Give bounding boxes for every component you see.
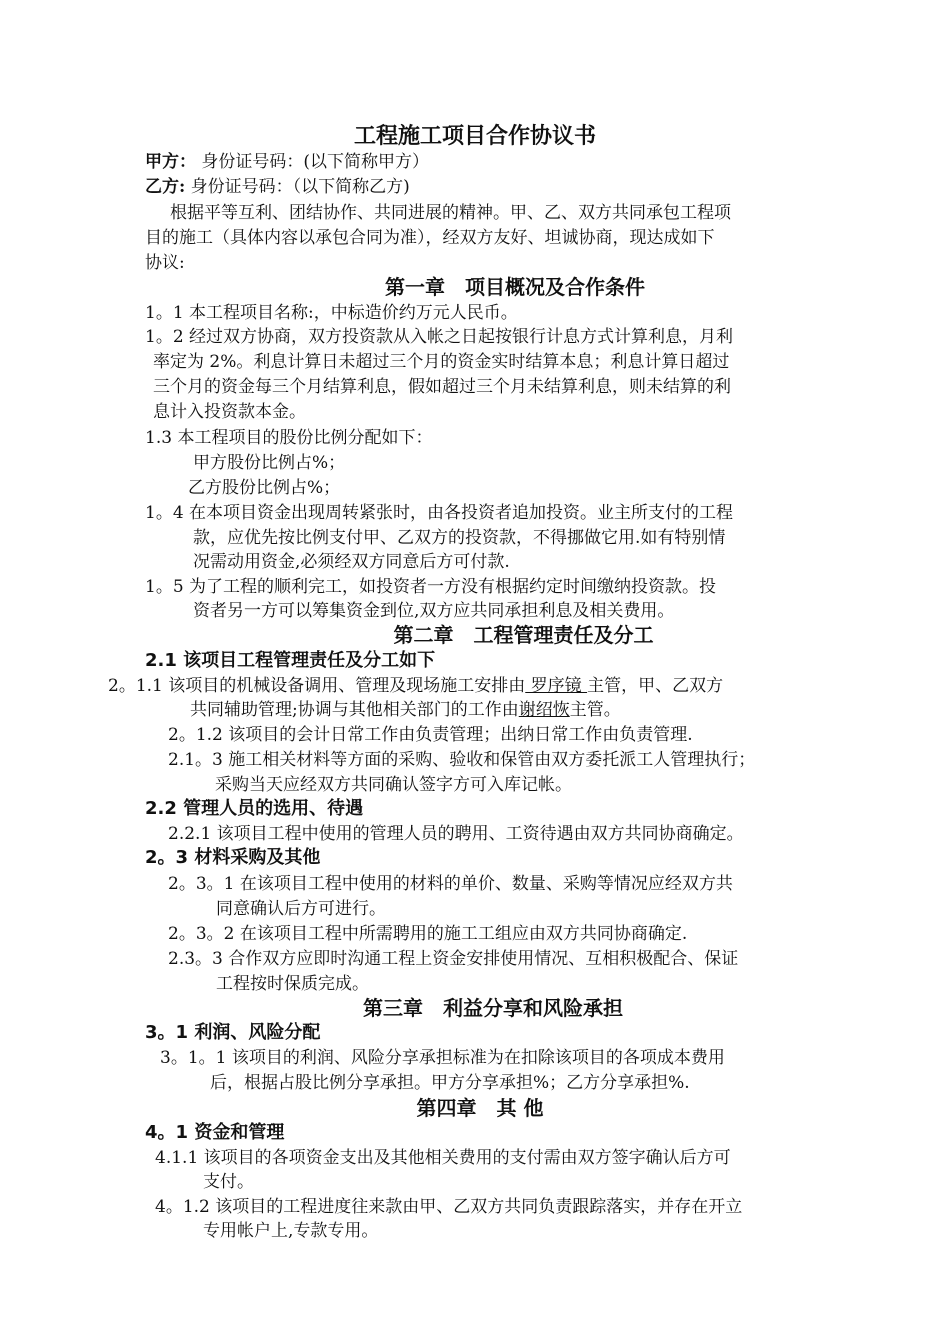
chapter-2-heading: 第二章 工程管理责任及分工	[393, 623, 654, 647]
document-title: 工程施工项目合作协议书	[353, 124, 596, 149]
clause-3-1-1: 3。1。1 该项目的利润、风险分享承担标准为在扣除该项目的各项成本费用	[160, 1048, 725, 1068]
clause-1-2: 1。2 经过双方协商，双方投资款从入帐之日起按银行计息方式计算利息，月利	[145, 327, 734, 347]
clause-4-1-1: 4.1.1 该项目的各项资金支出及其他相关费用的支付需由双方签字确认后方可	[155, 1148, 731, 1168]
clause-1-4-cont: 款，应优先按比例支付甲、乙双方的投资款，不得挪做它用.如有特别情	[193, 528, 726, 548]
clause-2-3-3-cont: 工程按时保质完成。	[216, 974, 369, 994]
intro-line: 根据平等互利、团结协作、共同进展的精神。甲、乙、双方共同承包工程项	[170, 203, 731, 223]
party-a-text: 身份证号码：(以下简称甲方）	[196, 152, 430, 172]
party-a-line	[145, 150, 429, 174]
clause-2-1-1-cont	[190, 698, 621, 722]
machinery-manager-name: 罗序镜	[525, 676, 588, 696]
clause-1-4: 1。4 在本项目资金出现周转紧张时，由各投资者追加投资。业主所支付的工程	[145, 503, 734, 523]
clause-1-4-cont: 况需动用资金,必须经双方同意后方可付款.	[193, 552, 510, 572]
clause-2-1-1-text: 2。1.1 该项目的机械设备调用、管理及现场施工安排由	[108, 676, 526, 696]
intro-line: 协议:	[145, 253, 185, 273]
clause-2-1-1-cont-end: 主管。	[569, 700, 621, 720]
clause-1-1: 1。1 本工程项目名称:，中标造价约万元人民币。	[145, 303, 518, 323]
clause-3-1-1-cont: 后，根据占股比例分享承担。甲方分享承担%；乙方分享承担%.	[210, 1073, 690, 1093]
clause-1-2-cont: 率定为 2%。利息计算日未超过三个月的资金实时结算本息；利息计算日超过	[153, 352, 730, 372]
clause-2-3-1: 2。3。1 在该项目工程中使用的材料的单价、数量、采购等情况应经双方共	[168, 874, 733, 894]
section-4-1-heading: 4。1 资金和管理	[145, 1122, 285, 1143]
party-a-label: 甲方：	[145, 152, 196, 172]
clause-4-1-2: 4。1.2 该项目的工程进度往来款由甲、乙双方共同负责跟踪落实，并存在开立	[155, 1197, 743, 1217]
clause-2-3-2: 2。3。2 在该项目工程中所需聘用的施工工组应由双方共同协商确定.	[168, 924, 688, 944]
section-2-3-heading: 2。3 材料采购及其他	[145, 847, 321, 868]
clause-1-3: 1.3 本工程项目的股份比例分配如下：	[145, 428, 433, 448]
clause-1-3-party-a-share: 甲方股份比例占%；	[193, 453, 346, 473]
clause-2-1-3-cont: 采购当天应经双方共同确认签字方可入库记帐。	[215, 775, 572, 795]
clause-4-1-2-cont: 专用帐户上,专款专用。	[203, 1221, 379, 1241]
clause-2-1-3: 2.1。3 施工相关材料等方面的采购、验收和保管由双方委托派工人管理执行；	[168, 750, 756, 770]
party-b-label: 乙方:	[145, 177, 186, 197]
section-2-1-heading: 2.1 该项目工程管理责任及分工如下	[145, 650, 436, 671]
clause-2-2-1: 2.2.1 该项目工程中使用的管理人员的聘用、工资待遇由双方共同协商确定。	[168, 824, 744, 844]
clause-1-2-cont: 三个月的资金每三个月结算利息，假如超过三个月未结算利息，则未结算的利	[153, 377, 731, 397]
chapter-4-heading: 第四章 其 他	[416, 1096, 544, 1120]
clause-2-3-1-cont: 同意确认后方可进行。	[216, 899, 386, 919]
clause-4-1-1-cont: 支付。	[203, 1172, 254, 1192]
clause-1-2-cont: 息计入投资款本金。	[153, 402, 306, 422]
clause-2-1-2: 2。1.2 该项目的会计日常工作由负责管理；出纳日常工作由负责管理.	[168, 725, 693, 745]
clause-2-3-3: 2.3。3 合作双方应即时沟通工程上资金安排使用情况、互相积极配合、保证	[168, 949, 739, 969]
coordination-manager-name: 谢绍恢	[518, 700, 570, 720]
clause-2-1-1-cont-text: 共同辅助管理;协调与其他相关部门的工作由	[190, 700, 519, 720]
section-3-1-heading: 3。1 利润、风险分配	[145, 1022, 321, 1043]
party-b-text: 身份证号码：（以下简称乙方)	[185, 177, 410, 197]
clause-2-1-1-text-end: 主管，甲、乙双方	[587, 676, 724, 696]
chapter-1-heading: 第一章 项目概况及合作条件	[385, 275, 645, 299]
section-2-2-heading: 2.2 管理人员的选用、待遇	[145, 798, 364, 819]
clause-2-1-1	[108, 674, 723, 698]
party-b-line	[145, 175, 410, 199]
clause-1-3-party-b-share: 乙方股份比例占%；	[188, 478, 341, 498]
clause-1-5: 1。5 为了工程的顺利完工，如投资者一方没有根据约定时间缴纳投资款。投	[145, 577, 717, 597]
chapter-3-heading: 第三章 利益分享和风险承担	[363, 996, 623, 1020]
clause-1-5-cont: 资者另一方可以筹集资金到位,双方应共同承担利息及相关费用。	[193, 601, 675, 621]
intro-line: 目的施工（具体内容以承包合同为准），经双方友好、坦诚协商，现达成如下	[145, 228, 715, 248]
